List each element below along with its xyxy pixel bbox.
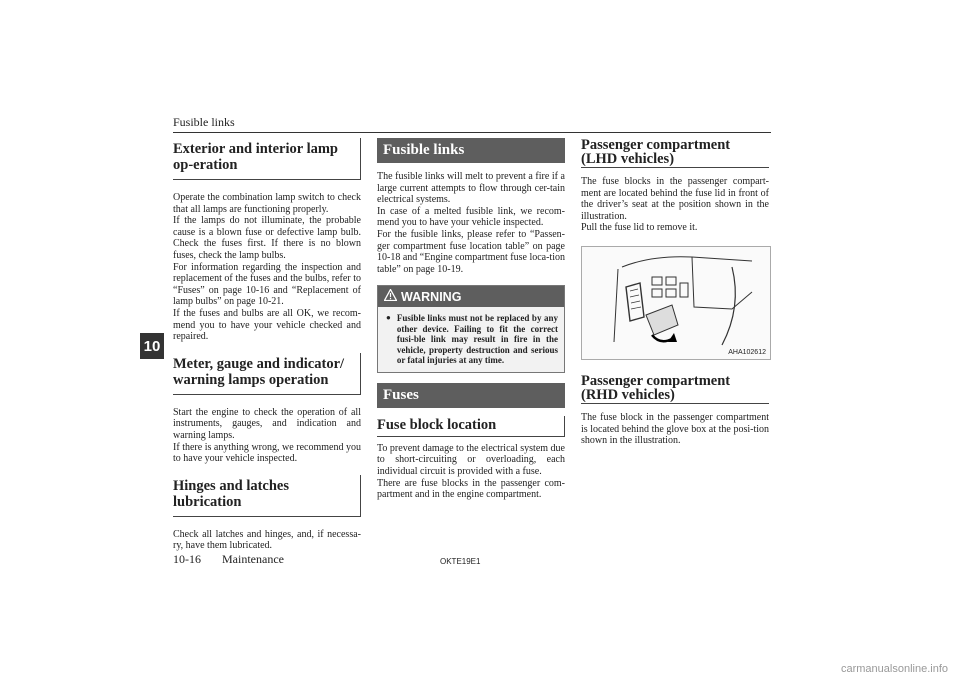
paragraph: Operate the combination lamp switch to check that all lamps are functioning properly. [173,192,361,215]
paragraph: In case of a melted fusible link, we recom-mend you to have your vehicle inspected. [377,205,565,229]
paragraph: If the fuses and bulbs are all OK, we recom-mend you to have your vehicle checked and repaired. [173,307,361,343]
warning-triangle-icon [384,289,397,304]
heading-fuses: Fuses [377,383,565,408]
paragraph: For information regarding the inspection and replacement of the fuses and the bulbs, refer to “Fuses” on page 10-16 and “Replacement of lamp bulbs” on page 10-21. [173,261,361,308]
document-code: OKTE19E1 [440,557,481,566]
warning-box [377,285,565,373]
paragraph: The fuse block in the passenger compartment is located behind the glove box at the posi-tion shown in the illustration. [581,411,769,447]
warning-title: WARNING [401,289,462,304]
heading-lamp-operation: Exterior and interior lamp op-eration [173,138,361,180]
paragraph: If there is anything wrong, we recommend you to have your vehicle inspected. [173,441,361,465]
heading-hinges-latches: Hinges and latches lubrication [173,475,361,517]
paragraph: For the fusible links, please refer to “Passen-ger compartment fuse location table” on page 10-18 and “Engine compartment fuse loca-tion table” on page 10-19. [377,228,565,275]
column-2 [377,138,565,501]
paragraph: Pull the fuse lid to remove it. [581,222,698,234]
header-rule [173,132,771,133]
running-header: Fusible links [173,115,235,129]
heading-meter-gauge: Meter, gauge and indicator/ warning lamps operation [173,353,361,395]
heading-passenger-lhd: Passenger compartment (LHD vehicles) [581,138,769,168]
dashboard-illustration-icon [582,247,770,359]
heading-fusible-links: Fusible links [377,138,565,163]
paragraph: The fusible links will melt to prevent a fire if a large current attempts to flow through cer-tain electrical systems. [377,171,565,206]
column-1 [173,138,361,552]
watermark: carmanualsonline.info [840,663,948,675]
heading-passenger-rhd: Passenger compartment (RHD vehicles) [581,374,769,404]
warning-header [378,286,564,307]
illustration-id: AHA102612 [728,348,766,356]
column-3 [581,138,769,447]
bullet-icon: ● [386,313,391,323]
heading-fuse-block-location: Fuse block location [377,416,565,437]
paragraph: There are fuse blocks in the passenger com-partment and in the engine compartment. [377,477,565,501]
page-number: 10-16 [173,552,201,566]
warning-text: Fusible links must not be replaced by any other device. Failing to fit the correct fusi-ble link may result in fire in the vehicle, property destruction and serious or fatal injuries at any time. [396,313,558,366]
paragraph: To prevent damage to the electrical system due to short-circuiting or overloading, each individual circuit is provided with a fuse. [377,442,565,478]
warning-content [378,307,564,372]
paragraph: The fuse blocks in the passenger compart-ment are located behind the fuse lid in front of the driver’s seat at the position shown in the illustration. [581,176,769,222]
section-name: Maintenance [222,552,284,566]
paragraph: If the lamps do not illuminate, the probable cause is a blown fuse or defective lamp bulb. Check the fuses first. If there is no blown fuses, check the lamp bulbs. [173,215,361,261]
paragraph: Start the engine to check the operation of all instruments, gauges, and indication and warning lamps. [173,406,361,441]
fuse-lid-illustration [581,246,771,360]
chapter-tab: 10 [140,333,164,359]
paragraph: Check all latches and hinges, and, if necessa-ry, have them lubricated. [173,528,361,552]
